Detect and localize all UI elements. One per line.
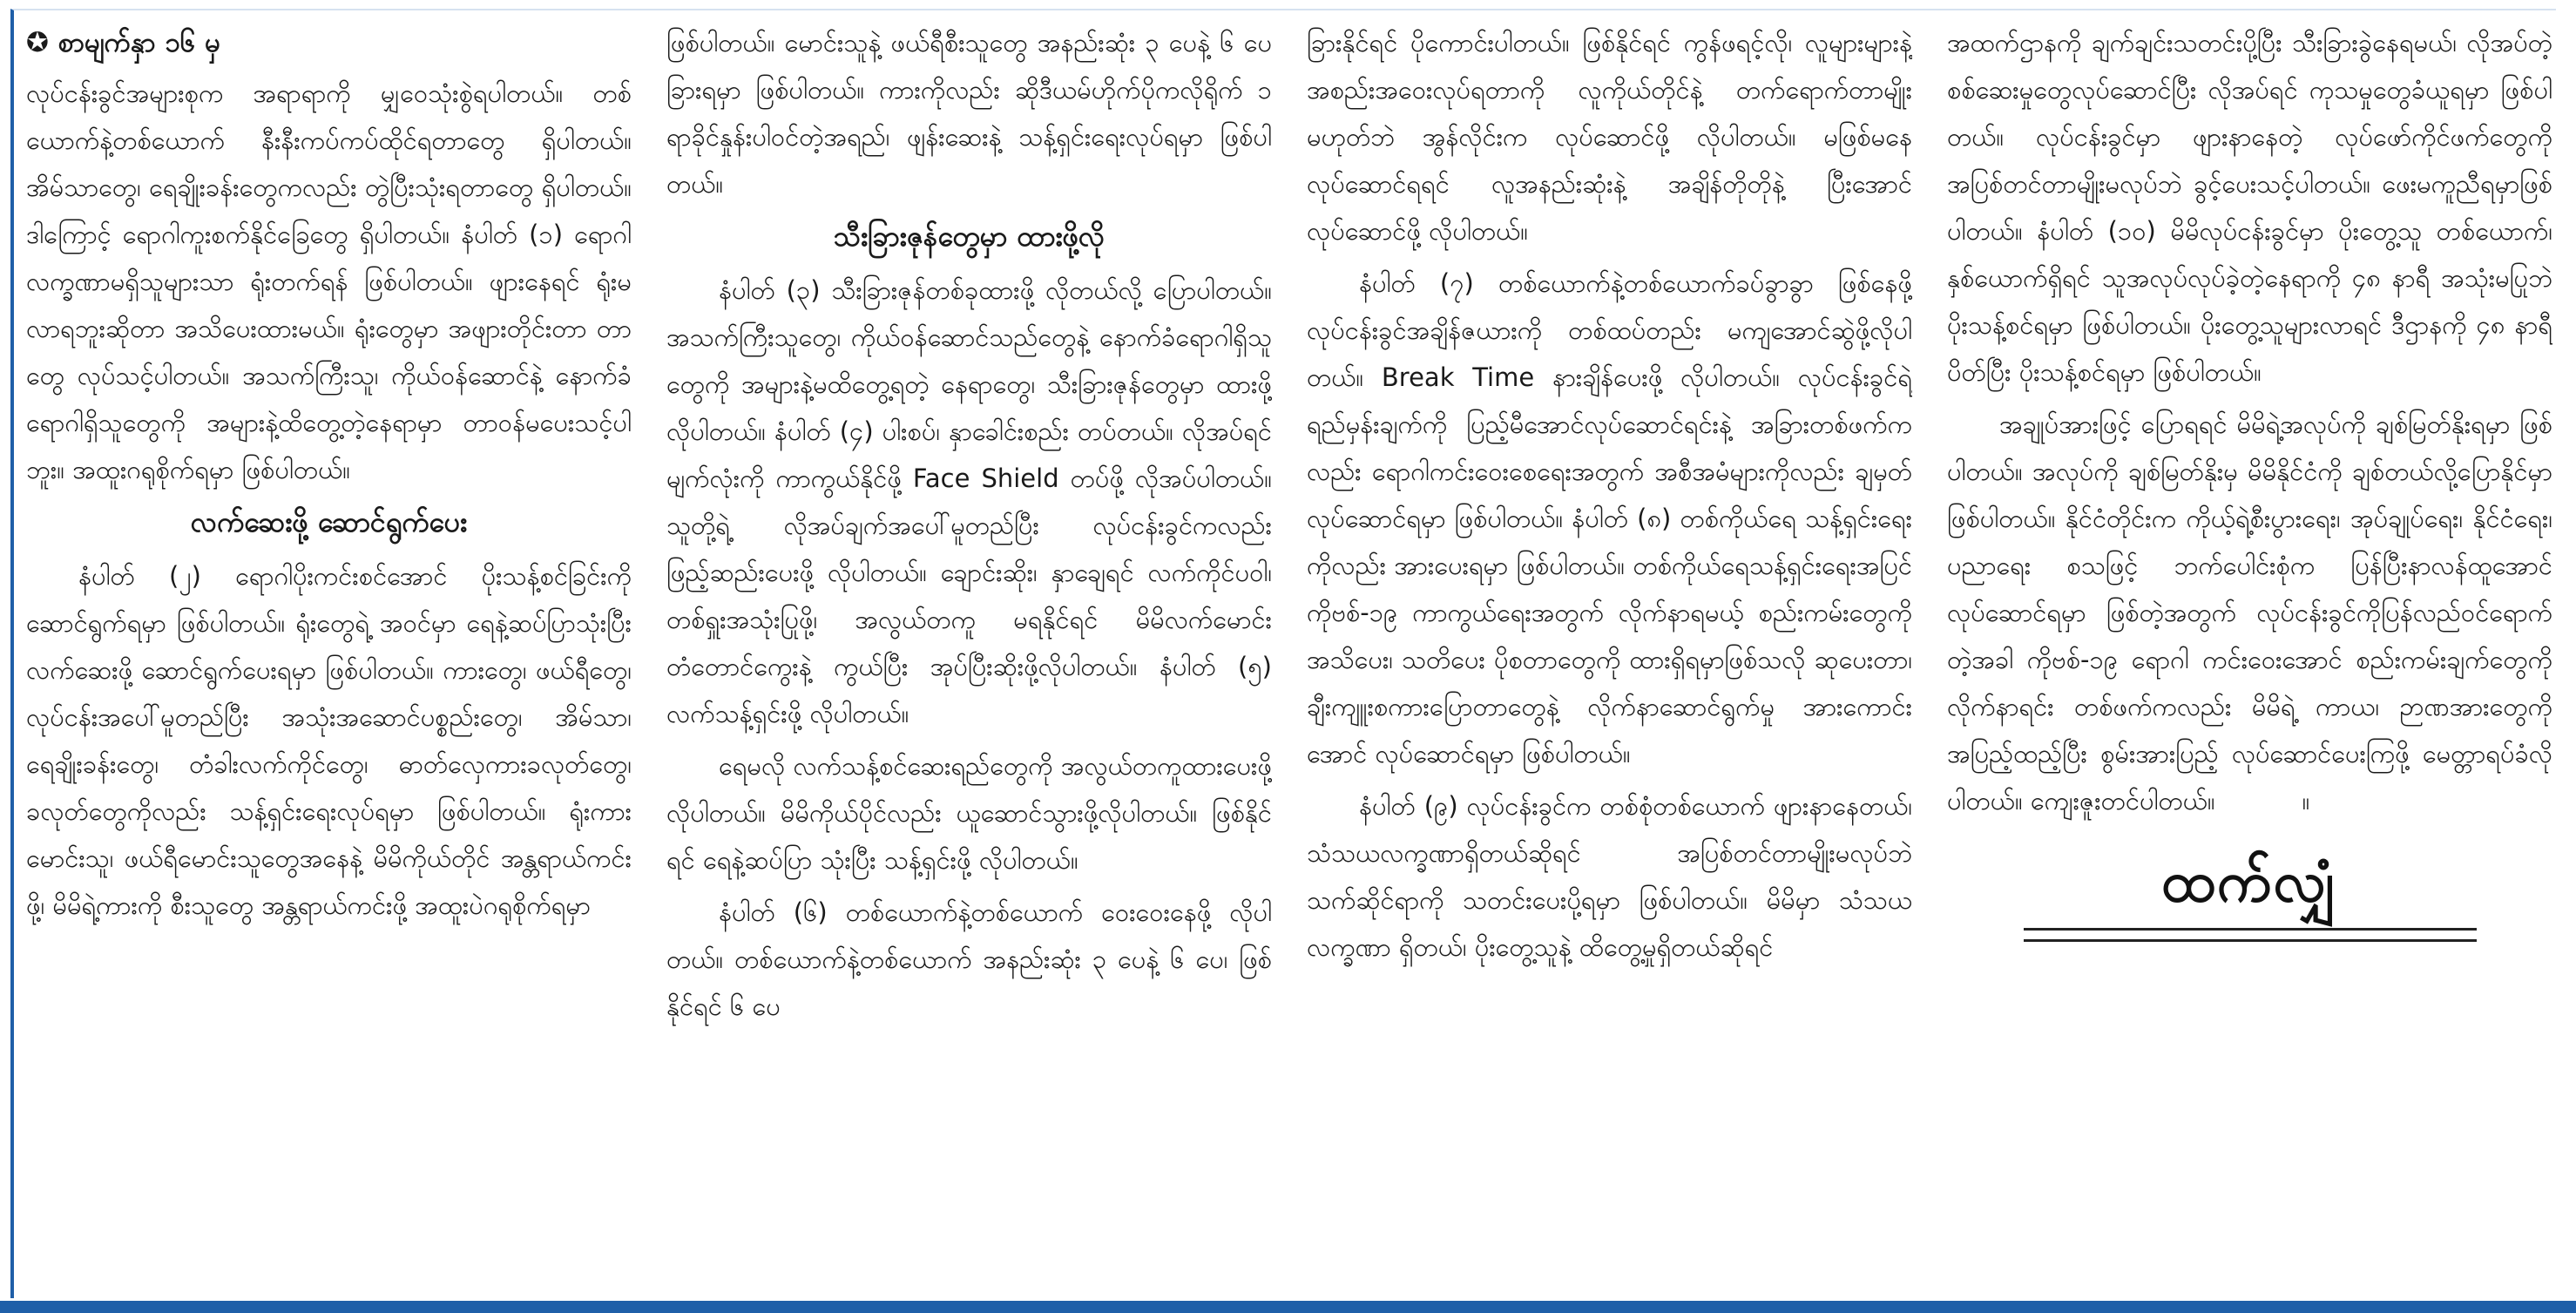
paragraph: နံပါတ် (၆) တစ်ယောက်နဲ့တစ်ယောက် ဝေးဝေးနေဖို့ လိုပါတယ်။ တစ်ယောက်နဲ့တစ်ယောက် အနည်းဆုံး ၃ ပေနဲ့ ၆ ပေ၊ ဖြစ်နိုင်ရင် ၆ ပေ: [666, 897, 1272, 1021]
column-3: [1307, 19, 1912, 1274]
paragraph: [1947, 401, 2552, 824]
section-subhead: သီးခြားဇုန်တွေမှာ ထားဖို့လို: [834, 220, 1105, 253]
continued-label-text: ✪ စာမျက်နှာ ၁၆ မှ: [26, 27, 220, 58]
continued-from-label: [26, 19, 632, 66]
signoff-double-rule: [2024, 928, 2477, 942]
paragraph: ရေမလို လက်သန့်စင်ဆေးရည်တွေကို အလွယ်တကူထားပေးဖို့ လိုပါတယ်။ မိမိကိုယ်ပိုင်လည်း ယူဆောင်သွားဖို့လိုပါတယ်။ ဖြစ်နိုင်ရင် ရေနဲ့ဆပ်ပြာ သုံးပြီး သန့်ရှင်းဖို့ လိုပါတယ်။: [666, 751, 1272, 875]
paragraph: နံပါတ် (၇) တစ်ယောက်နဲ့တစ်ယောက်ခပ်ခွာခွာ ဖြစ်နေဖို့ လုပ်ငန်းခွင်အချိန်ဇယားကို တစ်ထပ်တည်း မကျအောင်ဆွဲဖို့လိုပါတယ်။ Break Time နားချိန်ပေးဖို့ လိုပါတယ်။ လုပ်ငန်းခွင်ရဲ့ ရည်မှန်းချက်ကို ပြည့်မီအောင်လုပ်ဆောင်ရင်းနဲ့ အခြားတစ်ဖက်ကလည်း ရောဂါကင်းဝေးစေရေးအတွက် အစီအမံများကိုလည်း ချမှတ်လုပ်ဆောင်ရမှာ ဖြစ်ပါတယ်။ နံပါတ် (၈) တစ်ကိုယ်ရေ သန့်ရှင်းရေးကိုလည်း အားပေးရမှာ ဖြစ်ပါတယ်။ တစ်ကိုယ်ရေသန့်ရှင်းရေးအပြင် ကိုဗစ်-၁၉ ကာကွယ်ရေးအတွက် လိုက်နာရမယ့် စည်းကမ်းတွေကို အသိပေး၊ သတိပေး ပိုစတာတွေကို ထားရှိရမှာဖြစ်သလို ဆုပေးတာ၊ ချီးကျူးစကားပြောတာတွေနဲ့ လိုက်နာဆောင်ရွက်မှု အားကောင်းအောင် လုပ်ဆောင်ရမှာ ဖြစ်ပါတယ်။: [1307, 268, 1912, 768]
column-2: [666, 19, 1272, 1274]
paragraph: နံပါတ် (၉) လုပ်ငန်းခွင်က တစ်စုံတစ်ယောက် ဖျားနာနေတယ်၊ သံသယလက္ခဏာရှိတယ်ဆိုရင် အပြစ်တင်တာမျိုးမလုပ်ဘဲ သက်ဆိုင်ရာကို သတင်းပေးပို့ရမှာ ဖြစ်ပါတယ်။ မိမိမှာ သံသယလက္ခဏာ ရှိတယ်၊ ပိုးတွေ့သူနဲ့ ထိတွေ့မှုရှိတယ်ဆိုရင်: [1307, 791, 1912, 962]
paragraph: ခြားနိုင်ရင် ပိုကောင်းပါတယ်။ ဖြစ်နိုင်ရင် ကွန်ဖရင့်လို၊ လူများများနဲ့ အစည်းအဝေးလုပ်ရတာကို လူကိုယ်တိုင်နဲ့ တက်ရောက်တာမျိုး မဟုတ်ဘဲ အွန်လိုင်းက လုပ်ဆောင်ဖို့ လိုပါတယ်။ မဖြစ်မနေ လုပ်ဆောင်ရရင် လူအနည်းဆုံးနဲ့ အချိန်တိုတိုနဲ့ ပြီးအောင် လုပ်ဆောင်ဖို့ လိုပါတယ်။: [1307, 28, 1912, 246]
paragraph: နံပါတ် (၂) ရောဂါပိုးကင်းစင်အောင် ပိုးသန့်စင်ခြင်းကို ဆောင်ရွက်ရမှာ ဖြစ်ပါတယ်။ ရုံးတွေရဲ့ အဝင်မှာ ရေနဲ့ဆပ်ပြာသုံးပြီး လက်ဆေးဖို့ ဆောင်ရွက်ပေးရမှာ ဖြစ်ပါတယ်။ ကားတွေ၊ ဖယ်ရီတွေ၊ လုပ်ငန်းအပေါ်မူတည်ပြီး အသုံးအဆောင်ပစ္စည်းတွေ၊ အိမ်သာ၊ ရေချိုးခန်းတွေ၊ တံခါးလက်ကိုင်တွေ၊ ဓာတ်လှေကားခလုတ်တွေ၊ ခလုတ်တွေကိုလည်း သန့်ရှင်းရေးလုပ်ရမှာ ဖြစ်ပါတယ်။ ရုံးကားမောင်းသူ၊ ဖယ်ရီမောင်းသူတွေအနေနဲ့ မိမိကိုယ်တိုင် အန္တရာယ်ကင်းဖို့၊ မိမိရဲ့ကားကို စီးသူတွေ အန္တရာယ်ကင်းဖို့ အထူးပဲဂရုစိုက်ရမှာ: [26, 561, 632, 920]
section-subhead: လက်ဆေးဖို့ ဆောင်ရွက်ပေး: [190, 505, 468, 538]
paragraph: ဖြစ်ပါတယ်။ မောင်းသူနဲ့ ဖယ်ရီစီးသူတွေ အနည်းဆုံး ၃ ပေနဲ့ ၆ ပေခြားရမှာ ဖြစ်ပါတယ်။ ကားကိုလည်း ဆိုဒီယမ်ဟိုက်ပိုကလိုရိုက် ၁ ရာခိုင်နှုန်းပါဝင်တဲ့အရည်၊ ဖျန်းဆေးနဲ့ သန့်ရှင်းရေးလုပ်ရမှာ ဖြစ်ပါတယ်။: [666, 28, 1272, 199]
closing-paragraph-text: အချုပ်အားဖြင့် ပြောရရင် မိမိရဲ့အလုပ်ကို ချစ်မြတ်နိုးရမှာ ဖြစ်ပါတယ်။ အလုပ်ကို ချစ်မြတ်နိုးမှ မိမိနိုင်ငံကို ချစ်တယ်လို့ပြောနိုင်မှာ ဖြစ်ပါတယ်။ နိုင်ငံတိုင်းက ကိုယ့်ရဲ့စီးပွားရေး၊ အုပ်ချုပ်ရေး၊ နိုင်ငံရေး၊ ပညာရေး စသဖြင့် ဘက်ပေါင်းစုံက ပြန်ပြီးနာလန်ထူအောင် လုပ်ဆောင်ရမှာ ဖြစ်တဲ့အတွက် လုပ်ငန်းခွင်ကိုပြန်လည်ဝင်ရောက်တဲ့အခါ ကိုဗစ်-၁၉ ရောဂါ ကင်းဝေးအောင် စည်းကမ်းချက်တွေကို လိုက်နာရင်း တစ်ဖက်ကလည်း မိမိရဲ့ ကာယ၊ ဉာဏအားတွေကို အပြည့်ထည့်ပြီး စွမ်းအားပြည့် လုပ်ဆောင်ပေးကြဖို့ မေတ္တာရပ်ခံလိုပါတယ်။ ကျေးဇူးတင်ပါတယ်။: [1947, 409, 2552, 816]
paragraph: လုပ်ငန်းခွင်အများစုက အရာရာကို မျှဝေသုံးစွဲရပါတယ်။ တစ်ယောက်နဲ့တစ်ယောက် နီးနီးကပ်ကပ်ထိုင်ရတာတွေ ရှိပါတယ်။ အိမ်သာတွေ၊ ရေချိုးခန်းတွေကလည်း တွဲပြီးသုံးရတာတွေ ရှိပါတယ်။ ဒါကြောင့် ရောဂါကူးစက်နိုင်ခြေတွေ ရှိပါတယ်။ နံပါတ် (၁) ရောဂါလက္ခဏာမရှိသူများသာ ရုံးတက်ရန် ဖြစ်ပါတယ်။ ဖျားနေရင် ရုံးမလာရဘူးဆိုတာ အသိပေးထားမယ်။ ရုံးတွေမှာ အဖျားတိုင်းတာ တာတွေ လုပ်သင့်ပါတယ်။ အသက်ကြီးသူ၊ ကိုယ်ဝန်ဆောင်နဲ့ နောက်ခံရောဂါရှိသူတွေကို အများနဲ့ထိတွေ့တဲ့နေရာမှာ တာဝန်မပေးသင့်ပါဘူး။ အထူးဂရုစိုက်ရမှာ ဖြစ်ပါတယ်။: [26, 78, 632, 484]
author-signoff: [1947, 849, 2552, 942]
bottom-rule-bar: [0, 1301, 2576, 1313]
end-mark: ။: [2302, 786, 2310, 816]
article-columns: [26, 19, 2552, 1274]
paragraph: နံပါတ် (၃) သီးခြားဇုန်တစ်ခုထားဖို့ လိုတယ်လို့ ပြောပါတယ်။ အသက်ကြီးသူတွေ၊ ကိုယ်ဝန်ဆောင်သည်တွေနဲ့ နောက်ခံရောဂါရှိသူတွေကို အများနဲ့မထိတွေ့ရတဲ့ နေရာတွေ၊ သီးခြားဇုန်တွေမှာ ထားဖို့လိုပါတယ်။ နံပါတ် (၄) ပါးစပ်၊ နှာခေါင်းစည်း တပ်တယ်။ လိုအပ်ရင် မျက်လုံးကို ကာကွယ်နိုင်ဖို့ Face Shield တပ်ဖို့ လိုအပ်ပါတယ်။ သူတို့ရဲ့ လိုအပ်ချက်အပေါ်မူတည်ပြီး လုပ်ငန်းခွင်ကလည်း ဖြည့်ဆည်းပေးဖို့ လိုပါတယ်။ ချောင်းဆိုး၊ နှာချေရင် လက်ကိုင်ပဝါ၊ တစ်ရှူးအသုံးပြုဖို့၊ အလွယ်တကူ မရနိုင်ရင် မိမိလက်မောင်း တံတောင်ကွေးနဲ့ ကွယ်ပြီး အုပ်ပြီးဆိုးဖို့လိုပါတယ်။ နံပါတ် (၅) လက်သန့်ရှင်းဖို့ လိုပါတယ်။: [666, 275, 1272, 728]
paragraph: အထက်ဌာနကို ချက်ချင်းသတင်းပို့ပြီး သီးခြားခွဲနေရမယ်၊ လိုအပ်တဲ့ စစ်ဆေးမှုတွေလုပ်ဆောင်ပြီး လိုအပ်ရင် ကုသမှုတွေခံယူရမှာ ဖြစ်ပါတယ်။ လုပ်ငန်းခွင်မှာ ဖျားနာနေတဲ့ လုပ်ဖော်ကိုင်ဖက်တွေကို အပြစ်တင်တာမျိုးမလုပ်ဘဲ ခွင့်ပေးသင့်ပါတယ်။ ဖေးမကူညီရမှာဖြစ်ပါတယ်။ နံပါတ် (၁၀) မိမိလုပ်ငန်းခွင်မှာ ပိုးတွေ့သူ တစ်ယောက်၊ နှစ်ယောက်ရှိရင် သူအလုပ်လုပ်ခဲ့တဲ့နေရာကို ၄၈ နာရီ အသုံးမပြုဘဲ ပိုးသန့်စင်ရမှာ ဖြစ်ပါတယ်။ ပိုးတွေ့သူများလာရင် ဒီဌာနကို ၄၈ နာရီပိတ်ပြီး ပိုးသန့်စင်ရမှာ ဖြစ်ပါတယ်။: [1947, 28, 2552, 387]
column-4: [1947, 19, 2552, 1274]
author-name: ထက်လျှံ: [2160, 849, 2339, 915]
column-1: [26, 19, 632, 1274]
